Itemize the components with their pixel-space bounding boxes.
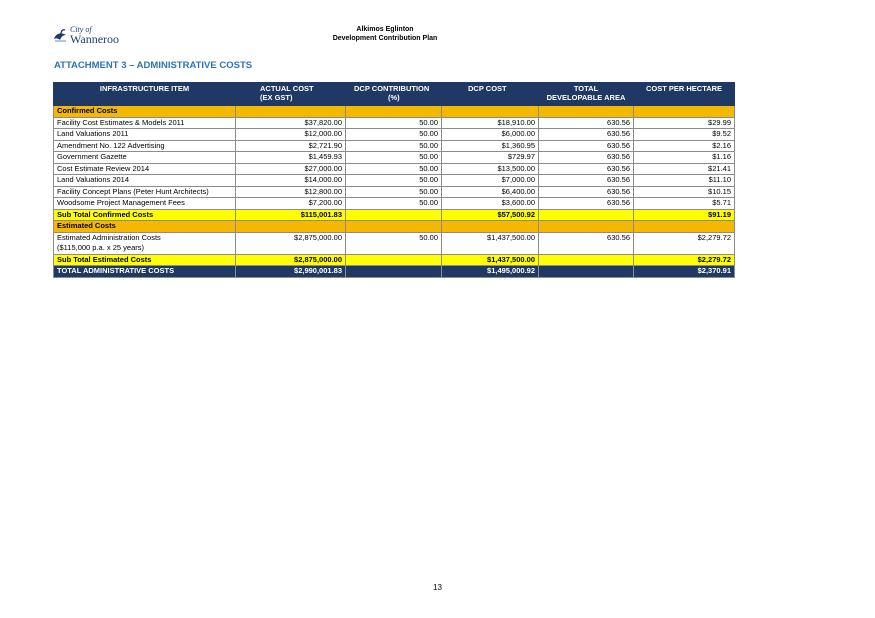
- section-row-confirmed: [54, 106, 735, 118]
- table-row: [54, 163, 735, 175]
- col-header-dcp-cost: DCP COST: [442, 83, 539, 106]
- cell-developable-area: 630.56: [539, 175, 634, 187]
- logo-wanneroo: Wanneroo: [70, 32, 120, 46]
- col-header-cost-per-hectare: COST PER HECTARE: [634, 83, 735, 106]
- cell-actual-cost: $7,200.00: [236, 198, 346, 210]
- cell-dcp-cost: $13,500.00: [442, 163, 539, 175]
- cell-actual-cost: $2,990,001.83: [236, 266, 346, 278]
- city-of-wanneroo-logo: [52, 25, 122, 49]
- header-line-2: Development Contribution Plan: [332, 34, 438, 42]
- cell-cost-per-hectare: $10.15: [634, 186, 735, 198]
- cell-dcp-cost: $3,600.00: [442, 198, 539, 210]
- cell-cost-per-hectare: $2.16: [634, 140, 735, 152]
- cell-item: TOTAL ADMINISTRATIVE COSTS: [54, 266, 236, 278]
- cell-item: Land Valuations 2014: [54, 175, 236, 187]
- col-header-item: INFRASTRUCTURE ITEM: [54, 83, 236, 106]
- cell-dcp-cost: $57,500.92: [442, 209, 539, 221]
- cell-dcp-cost: $1,437,500.00: [442, 254, 539, 266]
- cell-dcp-contribution: 50.00: [346, 198, 442, 210]
- total-row: [54, 266, 735, 278]
- cell-actual-cost: $12,800.00: [236, 186, 346, 198]
- cell-dcp-cost: $7,000.00: [442, 175, 539, 187]
- subtotal-row-estimated: [54, 254, 735, 266]
- cell-dcp-contribution: 50.00: [346, 140, 442, 152]
- cell-dcp-contribution: 50.00: [346, 117, 442, 129]
- cell-developable-area: 630.56: [539, 163, 634, 175]
- cell-developable-area: 630.56: [539, 140, 634, 152]
- cell-dcp-contribution: 50.00: [346, 175, 442, 187]
- cell-developable-area: 630.56: [539, 152, 634, 164]
- header-line-1: Alkimos Eglinton: [356, 26, 414, 33]
- cell-dcp-contribution: [346, 266, 442, 278]
- cell-dcp-cost: $729.97: [442, 152, 539, 164]
- cell-developable-area: 630.56: [539, 129, 634, 141]
- cell-cost-per-hectare: $2,279.72: [634, 254, 735, 266]
- col-header-actual-cost: ACTUAL COST (EX GST): [236, 83, 346, 106]
- cell-actual-cost: $27,000.00: [236, 163, 346, 175]
- subtotal-row-confirmed: [54, 209, 735, 221]
- cell-developable-area: 630.56: [539, 117, 634, 129]
- cell-dcp-contribution: [346, 254, 442, 266]
- cell-cost-per-hectare: $91.19: [634, 209, 735, 221]
- swan-logo-icon: [52, 27, 68, 43]
- cell-item: Sub Total Estimated Costs: [54, 254, 236, 266]
- cell-dcp-cost: $18,910.00: [442, 117, 539, 129]
- cell-cost-per-hectare: $2,279.72: [634, 232, 735, 254]
- section-row-estimated: [54, 221, 735, 233]
- cell-dcp-contribution: 50.00: [346, 129, 442, 141]
- table-row: [54, 117, 735, 129]
- cell-cost-per-hectare: $2,370.91: [634, 266, 735, 278]
- cell-dcp-cost: $1,495,000.92: [442, 266, 539, 278]
- cell-dcp-cost: $1,437,500.00: [442, 232, 539, 254]
- cell-dcp-contribution: 50.00: [346, 152, 442, 164]
- table-header-row: [54, 83, 735, 106]
- table-row: [54, 129, 735, 141]
- cell-item: Woodsome Project Management Fees: [54, 198, 236, 210]
- cell-dcp-cost: $6,400.00: [442, 186, 539, 198]
- cell-actual-cost: $14,000.00: [236, 175, 346, 187]
- cell-dcp-contribution: 50.00: [346, 186, 442, 198]
- cell-item: Sub Total Confirmed Costs: [54, 209, 236, 221]
- cell-cost-per-hectare: $9.52: [634, 129, 735, 141]
- cell-actual-cost: $1,459.93: [236, 152, 346, 164]
- cell-cost-per-hectare: $11.10: [634, 175, 735, 187]
- table-row: [54, 152, 735, 164]
- cell-cost-per-hectare: $21.41: [634, 163, 735, 175]
- cell-developable-area: 630.56: [539, 186, 634, 198]
- cell-actual-cost: $37,820.00: [236, 117, 346, 129]
- section-label: Estimated Costs: [54, 221, 236, 233]
- table-row: [54, 186, 735, 198]
- cell-item: Estimated Administration Costs ($115,000 p.a. x 25 years): [54, 232, 236, 254]
- cell-item: Facility Cost Estimates & Models 2011: [54, 117, 236, 129]
- cell-dcp-contribution: 50.00: [346, 232, 442, 254]
- cell-item: Land Valuations 2011: [54, 129, 236, 141]
- cell-developable-area: 630.56: [539, 198, 634, 210]
- cell-developable-area: 630.56: [539, 232, 634, 254]
- col-header-dcp-contribution: DCP CONTRIBUTION (%): [346, 83, 442, 106]
- cell-cost-per-hectare: $5.71: [634, 198, 735, 210]
- page-number: 13: [433, 583, 442, 592]
- cell-developable-area: [539, 209, 634, 221]
- cell-actual-cost: $2,875,000.00: [236, 254, 346, 266]
- document-header: [260, 26, 510, 43]
- cell-dcp-contribution: [346, 209, 442, 221]
- cell-actual-cost: $2,875,000.00: [236, 232, 346, 254]
- attachment-title: ATTACHMENT 3 – ADMINISTRATIVE COSTS: [54, 60, 253, 71]
- col-header-developable-area: TOTAL DEVELOPABLE AREA: [539, 83, 634, 106]
- cell-dcp-cost: $6,000.00: [442, 129, 539, 141]
- cell-item: Facility Concept Plans (Peter Hunt Architects): [54, 186, 236, 198]
- administrative-costs-table: [53, 82, 735, 278]
- cell-cost-per-hectare: $29.99: [634, 117, 735, 129]
- cell-actual-cost: $115,001.83: [236, 209, 346, 221]
- table-row: [54, 232, 735, 254]
- table-row: [54, 198, 735, 210]
- table-row: [54, 140, 735, 152]
- cell-dcp-contribution: 50.00: [346, 163, 442, 175]
- table-row: [54, 175, 735, 187]
- section-label: Confirmed Costs: [54, 106, 236, 118]
- cell-actual-cost: $12,000.00: [236, 129, 346, 141]
- cell-item: Cost Estimate Review 2014: [54, 163, 236, 175]
- cell-developable-area: [539, 254, 634, 266]
- cell-actual-cost: $2,721.90: [236, 140, 346, 152]
- cell-item: Amendment No. 122 Advertising: [54, 140, 236, 152]
- cell-dcp-cost: $1,360.95: [442, 140, 539, 152]
- cell-developable-area: [539, 266, 634, 278]
- logo-city-of: City of: [70, 25, 92, 34]
- cell-cost-per-hectare: $1.16: [634, 152, 735, 164]
- cell-item: Government Gazette: [54, 152, 236, 164]
